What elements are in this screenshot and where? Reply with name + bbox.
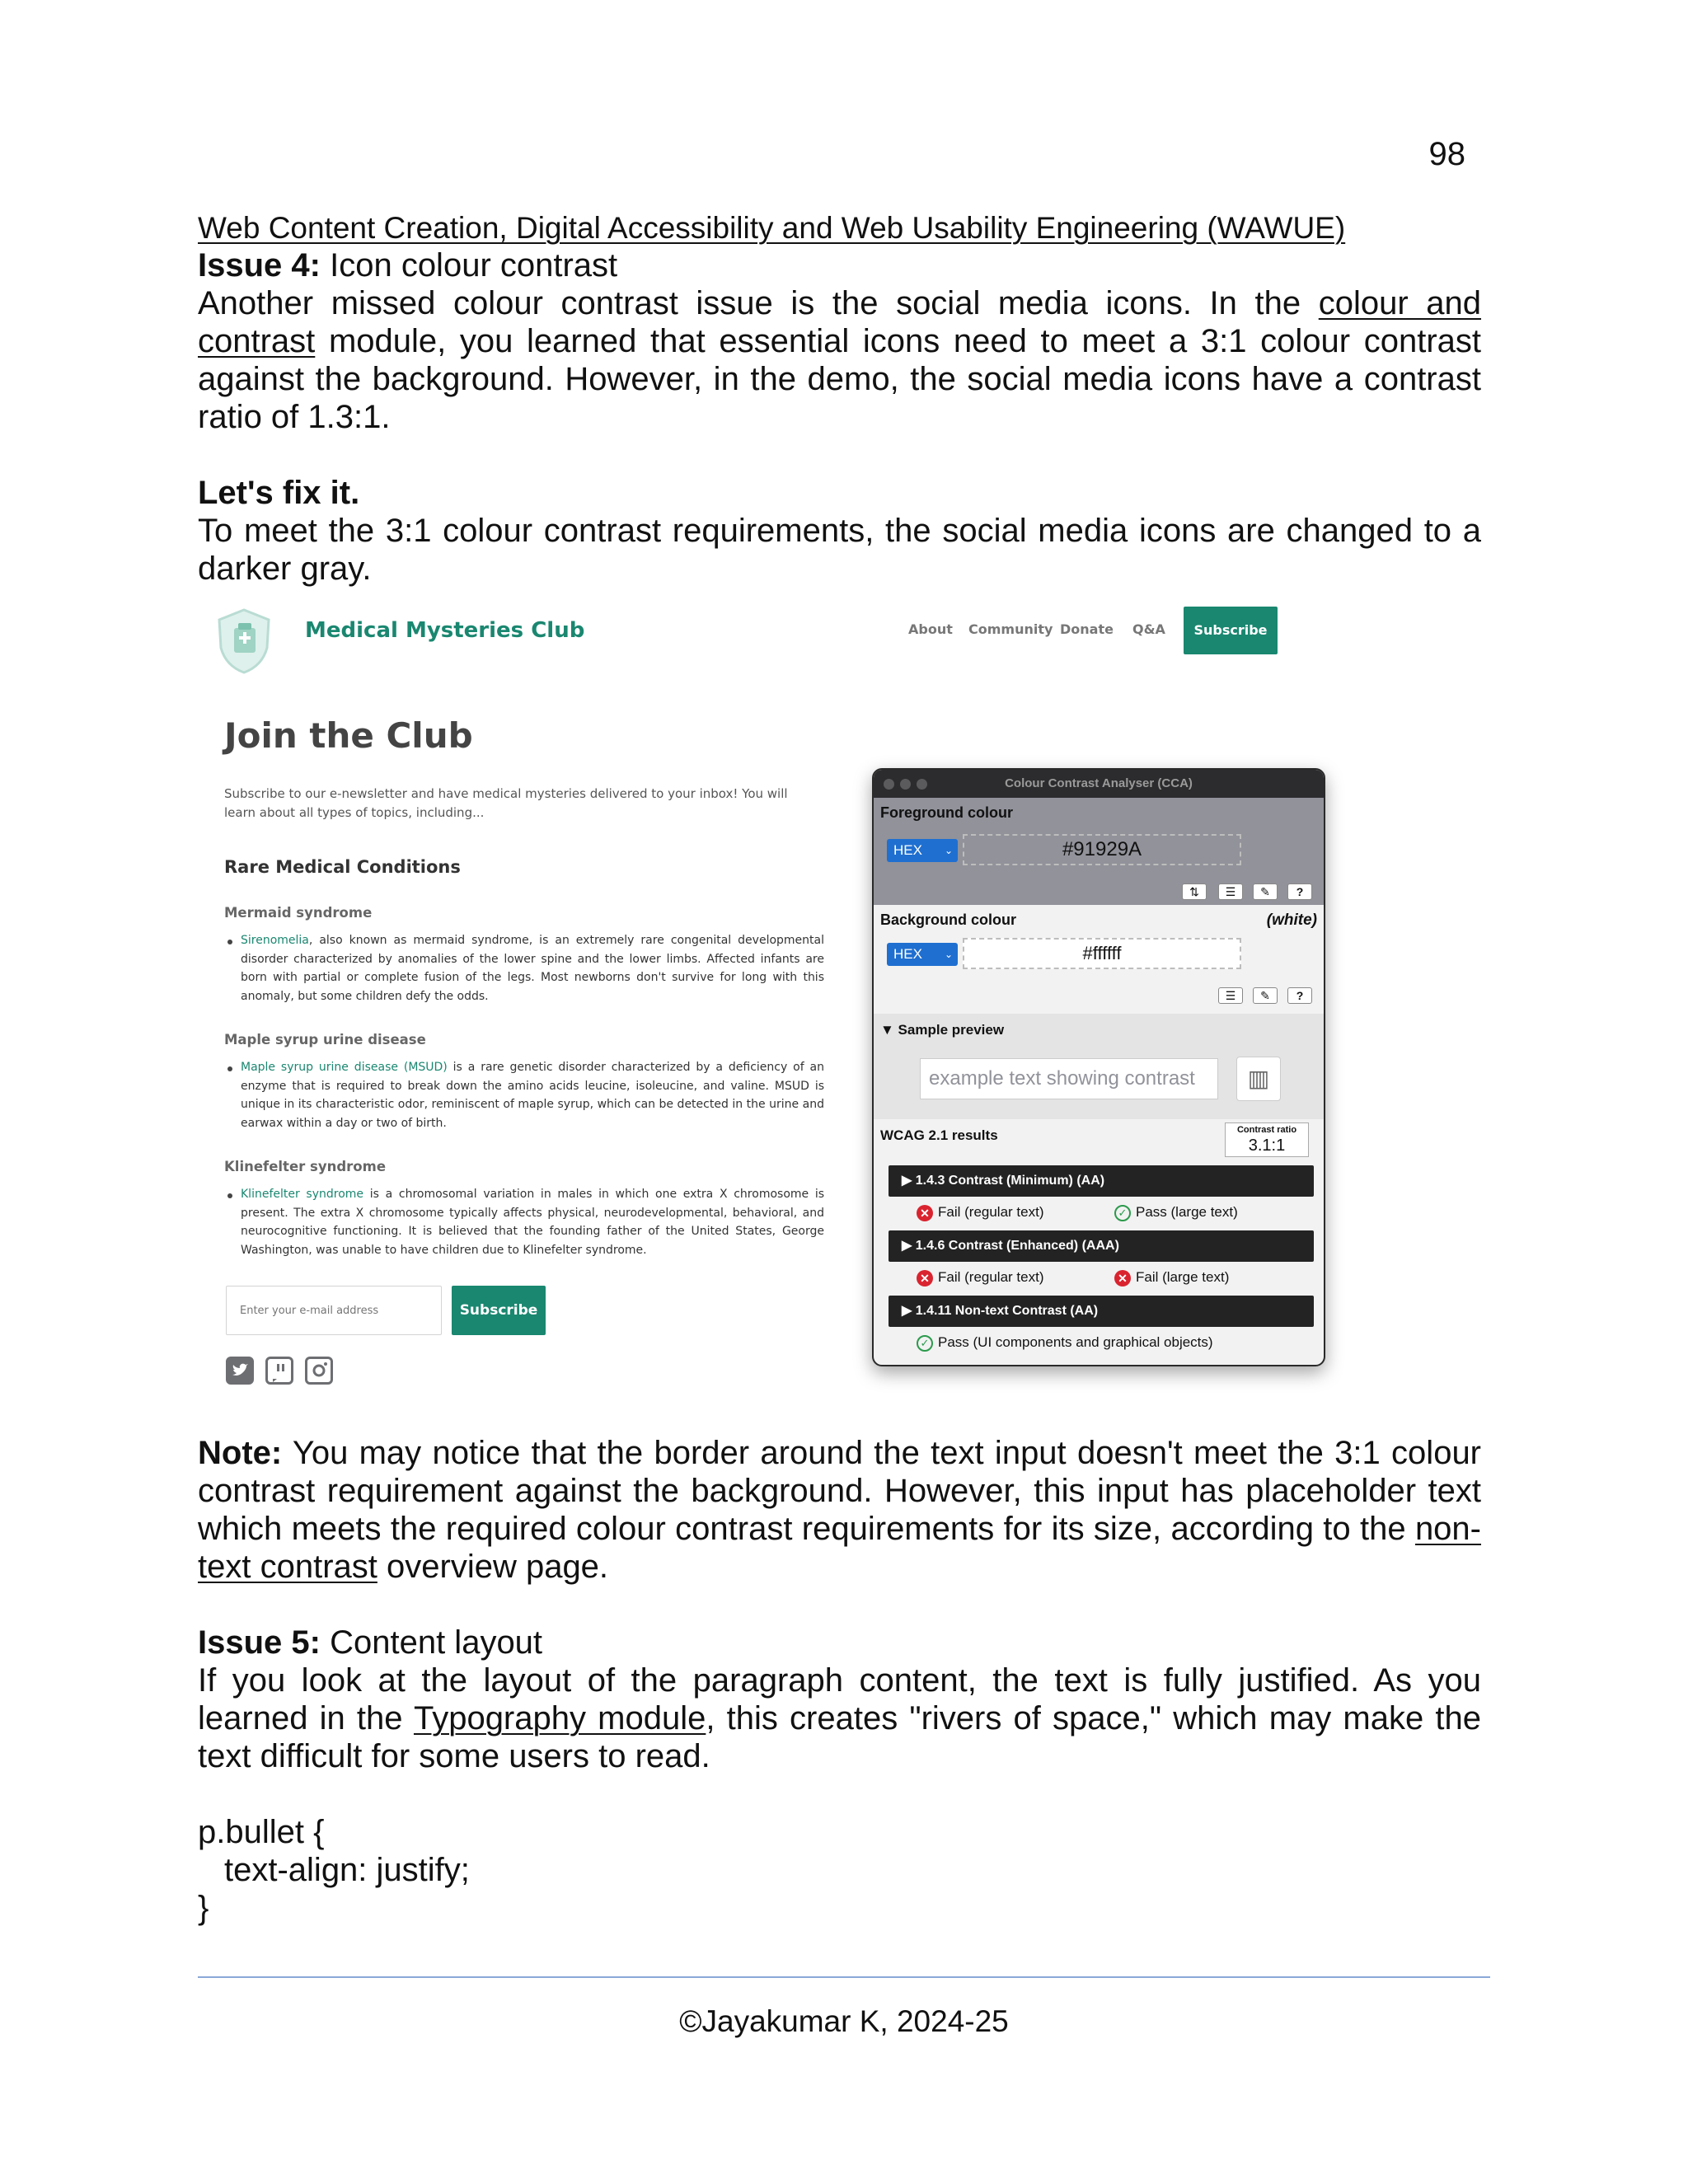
twitch-icon[interactable]: [265, 1357, 293, 1385]
criterion-1-4-6[interactable]: ▶ 1.4.6 Contrast (Enhanced) (AAA): [889, 1230, 1314, 1262]
criterion-1-4-3[interactable]: ▶ 1.4.3 Contrast (Minimum) (AA): [889, 1165, 1314, 1197]
fix-heading: Let's fix it.: [198, 475, 360, 511]
club-logo: [214, 607, 274, 676]
footer-copyright: ©Jayakumar K, 2024-25: [679, 2004, 1009, 2038]
help-icon[interactable]: ?: [1287, 987, 1312, 1004]
nav-community[interactable]: Community: [968, 621, 1053, 637]
sample-preview-section: [874, 1014, 1324, 1119]
condition-text: is a rare genetic disorder characterized by a deficiency of an enzyme that is required to break down the amino acids leucine, isoleucine, and valine. MSUD is unique in its characteristic odor, reminiscent of maple syrup, which can be detected in the urine and earwax within a day or two of birth.: [241, 1061, 824, 1130]
foreground-format-value: HEX: [893, 842, 922, 858]
note-text-a: You may notice that the border around the text input doesn't meet the 3:1 colour contrast requirement against the background. However, this input has placeholder text which meets the required colour contrast requirements for its size, according to the: [198, 1435, 1482, 1547]
issue-4-paragraph: [198, 284, 1481, 436]
code-line: text-align: justify;: [224, 1852, 470, 1888]
chevron-down-icon: ⌄: [944, 845, 953, 856]
result-text: Fail (regular text): [938, 1204, 1044, 1220]
sliders-icon[interactable]: ☰: [1218, 883, 1243, 900]
issue-5-text-b: , this creates "rivers of space," which may make the text difficult for some users to read.: [198, 1700, 1482, 1774]
window-close-button[interactable]: [884, 779, 894, 790]
issue-5-title: Content layout: [330, 1624, 543, 1661]
issue-5-text-a: If you look at the layout of the paragraph content, the text is fully justified. As you learned in the: [198, 1662, 1481, 1736]
condition-title: Mermaid syndrome: [224, 905, 373, 921]
cca-title: Colour Contrast Analyser (CCA): [1005, 776, 1193, 790]
fix-paragraph: To meet the 3:1 colour contrast requirements, the social media icons are changed to a darker gray.: [198, 513, 1481, 587]
issue-4-text-a: Another missed colour contrast issue is the social media icons. In the: [198, 285, 1301, 321]
contrast-ratio-box: [1225, 1122, 1309, 1157]
demo-screenshot: [198, 600, 1352, 1401]
result-text: Fail (regular text): [938, 1269, 1044, 1285]
result-pass-nontext: [917, 1333, 1213, 1352]
fail-icon: ✕: [917, 1205, 933, 1221]
condition-bullet: [241, 1058, 824, 1132]
eyedropper-icon[interactable]: ✎: [1253, 883, 1278, 900]
window-maximize-button[interactable]: [917, 779, 927, 790]
page-number: 98: [1428, 136, 1465, 172]
footer-divider: [198, 1976, 1490, 1978]
non-text-contrast-link[interactable]: non-text contrast: [198, 1511, 1481, 1585]
result-fail-large: [1114, 1268, 1229, 1286]
colour-contrast-link[interactable]: colour and contrast: [198, 285, 1482, 359]
note-text-b: overview page.: [387, 1549, 609, 1585]
condition-bullet: [241, 1185, 824, 1259]
result-fail-regular: [917, 1268, 1043, 1286]
foreground-label: Foreground colour: [880, 804, 1013, 821]
issue-5-paragraph: [198, 1661, 1481, 1775]
result-fail-regular: [917, 1203, 1043, 1221]
background-hex-input[interactable]: #ffffff: [963, 938, 1241, 969]
window-minimize-button[interactable]: [900, 779, 911, 790]
result-text: Pass (UI components and graphical objects): [938, 1334, 1213, 1350]
site-name[interactable]: Medical Mysteries Club: [305, 618, 585, 643]
condition-link[interactable]: Sirenomelia: [241, 934, 309, 947]
bullet-icon: [227, 1193, 232, 1198]
twitter-icon[interactable]: [226, 1357, 254, 1385]
intro-text: Subscribe to our e-newsletter and have medical mysteries delivered to your inbox! You will learn about all types of topics, including...: [224, 786, 788, 820]
condition-title: Maple syrup urine disease: [224, 1032, 426, 1047]
fail-icon: ✕: [917, 1270, 933, 1286]
sliders-icon[interactable]: ☰: [1218, 987, 1243, 1004]
note-paragraph: [198, 1434, 1481, 1586]
result-pass-large: [1114, 1203, 1238, 1221]
code-line: }: [198, 1890, 209, 1926]
background-label: Background colour: [880, 912, 1017, 928]
bullet-icon: [227, 1066, 232, 1071]
colour-contrast-analyser-window: [872, 768, 1325, 1366]
cca-title-bar: [874, 770, 1324, 798]
issue-4-heading: [198, 246, 617, 284]
pass-icon: ✓: [1114, 1205, 1131, 1221]
foreground-format-select[interactable]: [887, 839, 958, 862]
background-format-select[interactable]: [887, 943, 958, 966]
chevron-down-icon: ⌄: [944, 949, 953, 960]
issue-4-label: Issue 4:: [198, 247, 321, 284]
condition-title: Klinefelter syndrome: [224, 1159, 387, 1174]
result-text: Fail (large text): [1136, 1269, 1230, 1285]
code-line: p.bullet {: [198, 1814, 325, 1850]
document-header-title: Web Content Creation, Digital Accessibility and Web Usability Engineering (WAWUE): [198, 211, 1346, 245]
contrast-ratio-label: Contrast ratio: [1236, 1125, 1297, 1135]
nav-about[interactable]: About: [908, 621, 953, 637]
condition-text: , also known as mermaid syndrome, is an extremely rare congenital developmental disorder characterized by anomalies of the lower spine and the lower limbs. Affected infants are born with partial or complete fusion of the legs. Most newborns don't survive for long with this anomaly, but some children defy the odds.: [241, 934, 824, 1003]
instagram-icon[interactable]: [305, 1357, 333, 1385]
condition-link[interactable]: Maple syrup urine disease (MSUD): [241, 1061, 448, 1074]
foreground-section: [874, 798, 1324, 905]
issue-4-text-b: module, you learned that essential icons need to meet a 3:1 colour contrast against the background. However, in the demo, the social media icons have a contrast ratio of 1.3:1.: [198, 323, 1481, 435]
page-heading: Join the Club: [224, 715, 473, 756]
sample-preview-label[interactable]: ▼ Sample preview: [880, 1022, 1005, 1038]
help-icon[interactable]: ?: [1287, 883, 1312, 900]
bullet-icon: [227, 940, 232, 944]
contrast-ratio-value: 3.1:1: [1248, 1137, 1286, 1155]
foreground-hex-input[interactable]: #91929A: [963, 834, 1241, 865]
eyedropper-icon[interactable]: ✎: [1253, 987, 1278, 1004]
fail-icon: ✕: [1114, 1270, 1131, 1286]
results-label: WCAG 2.1 results: [880, 1127, 998, 1143]
issue-4-title: Icon colour contrast: [330, 247, 618, 284]
swap-icon[interactable]: ⇅: [1182, 883, 1207, 900]
condition-text: is a chromosomal variation in males in which one extra X chromosome is present. The extra X chromosome typically affects physical, neurodevelopmental, behavioral, and neurocognitive functioning. It is believed that the founding father of the United States, George Washington, was unable to have children due to Klinefelter syndrome.: [241, 1188, 825, 1257]
pass-icon: ✓: [917, 1335, 933, 1352]
typography-module-link[interactable]: Typography module: [413, 1700, 706, 1736]
condition-bullet: [241, 931, 824, 1005]
subscribe-button[interactable]: Subscribe: [452, 1286, 546, 1335]
section-heading: Rare Medical Conditions: [224, 857, 461, 877]
issue-5-heading: [198, 1624, 542, 1661]
background-format-value: HEX: [893, 946, 922, 962]
sample-preview-text: example text showing contrast: [920, 1058, 1218, 1099]
nav-donate[interactable]: Donate: [1060, 621, 1114, 637]
note-label: Note:: [198, 1435, 283, 1471]
result-text: Pass (large text): [1136, 1204, 1238, 1220]
nav-qa[interactable]: Q&A: [1132, 621, 1165, 637]
email-input[interactable]: [226, 1286, 442, 1335]
nav-subscribe-button[interactable]: Subscribe: [1184, 607, 1278, 654]
criterion-1-4-11[interactable]: ▶ 1.4.11 Non-text Contrast (AA): [889, 1296, 1314, 1327]
chart-icon[interactable]: ▥: [1236, 1057, 1281, 1101]
issue-5-label: Issue 5:: [198, 1624, 321, 1661]
background-color-name: (white): [1266, 912, 1317, 929]
condition-link[interactable]: Klinefelter syndrome: [241, 1188, 364, 1201]
